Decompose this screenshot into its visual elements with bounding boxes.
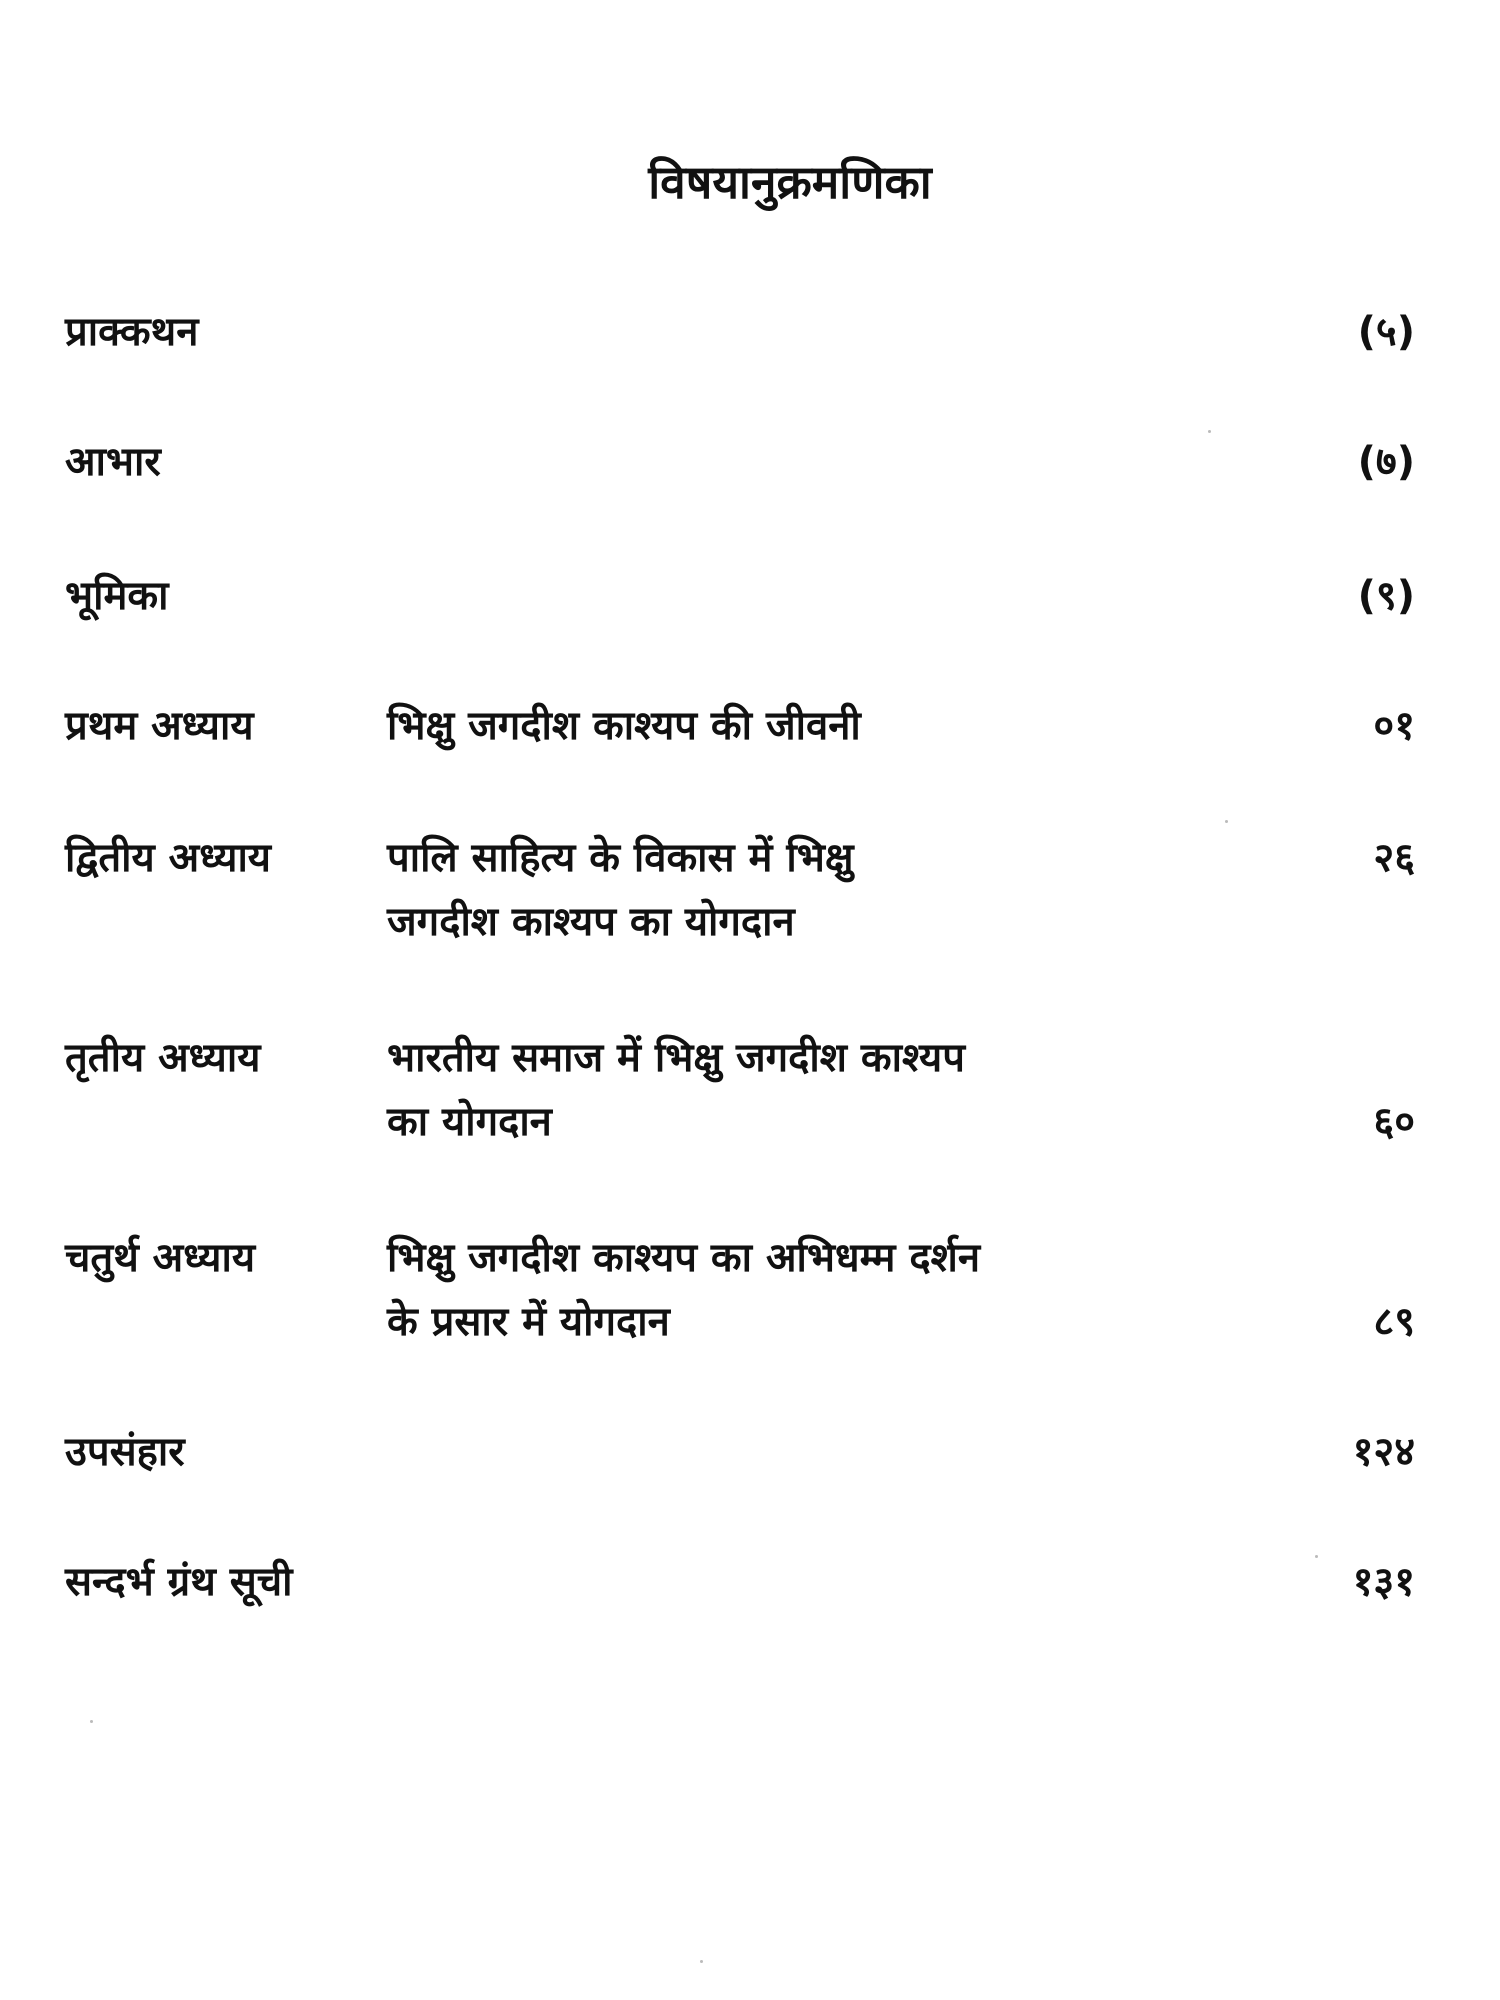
entry-page-number: (५) [1357, 309, 1415, 355]
entry-description-line: भारतीय समाज में भिक्षु जगदीश काश्यप [387, 1035, 965, 1081]
entry-page-number: (७) [1357, 439, 1415, 485]
entry-page-number: १३१ [1352, 1559, 1415, 1605]
scan-speck [700, 1960, 703, 1963]
entry-label: चतुर्थ अध्याय [65, 1235, 256, 1281]
entry-label: उपसंहार [65, 1429, 185, 1475]
entry-page-number: ६० [1373, 1099, 1415, 1145]
scan-speck [90, 1720, 93, 1723]
entry-label: भूमिका [65, 573, 169, 619]
entry-description [387, 1026, 1167, 1154]
entry-description-line: भिक्षु जगदीश काश्यप की जीवनी [387, 703, 861, 749]
entry-page-number: १२४ [1352, 1429, 1415, 1475]
entry-label: प्राक्कथन [65, 309, 199, 355]
entry-page-number: ०१ [1373, 703, 1415, 749]
scan-speck [1225, 820, 1228, 823]
entry-description [387, 1226, 1167, 1354]
entry-page-number: २६ [1373, 835, 1415, 881]
entry-label: सन्दर्भ ग्रंथ सूची [65, 1559, 293, 1605]
entry-description-line: जगदीश काश्यप का योगदान [387, 899, 795, 945]
entry-description-line: के प्रसार में योगदान [387, 1299, 670, 1345]
scan-speck [1208, 430, 1211, 433]
entry-page-number: ८९ [1373, 1299, 1415, 1345]
entry-label: आभार [65, 439, 161, 485]
entry-label: प्रथम अध्याय [65, 703, 254, 749]
entry-page-number: (९) [1357, 573, 1415, 619]
entry-label: तृतीय अध्याय [65, 1035, 261, 1081]
entry-description [387, 694, 1167, 758]
scan-speck [1315, 1555, 1318, 1558]
page-title: विषयानुक्रमणिका [648, 155, 932, 209]
entry-description [387, 826, 1167, 954]
entry-label: द्वितीय अध्याय [65, 835, 272, 881]
entry-description-line: पालि साहित्य के विकास में भिक्षु [387, 835, 854, 881]
entry-description-line: भिक्षु जगदीश काश्यप का अभिधम्म दर्शन [387, 1235, 981, 1281]
entry-description-line: का योगदान [387, 1099, 552, 1145]
